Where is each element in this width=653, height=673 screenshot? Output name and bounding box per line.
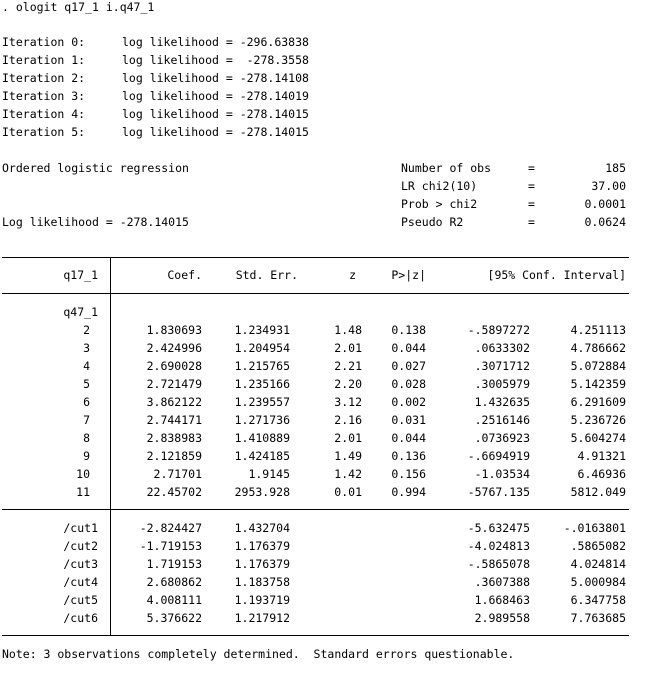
stat-equals: = [528,215,535,229]
iteration-label: Iteration 4: [2,107,86,121]
row-level: 11 [76,485,90,499]
cut-label: /cut3 [63,557,98,571]
row-coef: 1.830693 [146,323,202,337]
cut-ci-low: 1.668463 [474,593,530,607]
iteration-label: Iteration 3: [2,89,86,103]
stat-equals: = [528,179,535,193]
cut-label: /cut4 [63,575,98,589]
row-se: 1.204954 [234,341,290,355]
cut-label: /cut1 [63,521,98,535]
row-level: 2 [83,323,90,337]
stat-label: LR chi2(10) [401,179,478,193]
row-se: 1.9145 [248,467,290,481]
stat-label: Prob > chi2 [401,197,478,211]
row-p: 0.028 [391,377,426,391]
row-level: 3 [83,341,90,355]
row-ci-low: .0633302 [474,341,530,355]
row-p: 0.044 [391,341,426,355]
stat-label: Number of obs [401,161,492,175]
stat-value: 185 [605,161,626,175]
p-header: P>|z| [391,268,426,282]
iteration-label: Iteration 0: [2,35,86,49]
row-coef: 2.721479 [146,377,202,391]
cut-ci-low: 2.989558 [474,611,530,625]
ci-header: [95% Conf. Interval] [487,268,626,282]
cut-label: /cut5 [63,593,98,607]
cut-ci-low: -4.024813 [467,539,530,553]
iteration-value: log likelihood = -278.14108 [122,71,309,85]
row-z: 2.20 [334,377,362,391]
row-se: 1.410889 [234,431,290,445]
row-ci-low: -.5897272 [467,323,530,337]
row-p: 0.994 [391,485,426,499]
row-ci-high: 5.236726 [570,413,626,427]
row-coef: 2.744171 [146,413,202,427]
group-label: q47_1 [63,305,98,319]
iteration-label: Iteration 2: [2,71,86,85]
cut-ci-high: 7.763685 [570,611,626,625]
row-coef: 2.71701 [153,467,202,481]
stat-value: 0.0001 [584,197,626,211]
row-p: 0.156 [391,467,426,481]
table-bottom-rule [2,635,629,636]
se-header: Std. Err. [235,268,298,282]
cut-coef: 2.680862 [146,575,202,589]
coef-header: Coef. [167,268,202,282]
cut-se: 1.176379 [234,557,290,571]
row-level: 4 [83,359,90,373]
cut-ci-high: 5.000984 [570,575,626,589]
row-z: 3.12 [334,395,362,409]
row-ci-low: .3005979 [474,377,530,391]
row-ci-high: 5.072884 [570,359,626,373]
row-se: 1.424185 [234,449,290,463]
row-level: 7 [83,413,90,427]
row-p: 0.044 [391,431,426,445]
cut-ci-high: 4.024814 [570,557,626,571]
cut-ci-low: -.5865078 [467,557,530,571]
cut-ci-high: .5865082 [570,539,626,553]
cut-label: /cut2 [63,539,98,553]
cut-se: 1.183758 [234,575,290,589]
row-level: 5 [83,377,90,391]
row-p: 0.031 [391,413,426,427]
stat-equals: = [528,161,535,175]
row-se: 1.239557 [234,395,290,409]
row-level: 8 [83,431,90,445]
cut-coef: -2.824427 [139,521,202,535]
cut-se: 1.217912 [234,611,290,625]
row-se: 2953.928 [234,485,290,499]
row-ci-high: 6.291609 [570,395,626,409]
row-z: 2.21 [334,359,362,373]
row-ci-high: 5812.049 [570,485,626,499]
row-p: 0.136 [391,449,426,463]
cut-ci-high: 6.347758 [570,593,626,607]
row-se: 1.215765 [234,359,290,373]
row-ci-low: -.6694919 [467,449,530,463]
cut-coef: 5.376622 [146,611,202,625]
iteration-label: Iteration 5: [2,125,86,139]
cut-coef: -1.719153 [139,539,202,553]
footnote: Note: 3 observations completely determined. Standard errors questionable. [2,647,515,661]
cut-coef: 4.008111 [146,593,202,607]
z-header: z [349,268,356,282]
row-coef: 2.690028 [146,359,202,373]
row-z: 0.01 [334,485,362,499]
iteration-label: Iteration 1: [2,53,86,67]
row-z: 1.48 [334,323,362,337]
stat-value: 0.0624 [584,215,626,229]
row-coef: 22.45702 [146,485,202,499]
iteration-value: log likelihood = -278.3558 [122,53,309,67]
stat-equals: = [528,197,535,211]
row-ci-low: .2516146 [474,413,530,427]
iteration-value: log likelihood = -278.14015 [122,125,309,139]
cut-se: 1.193719 [234,593,290,607]
cut-se: 1.176379 [234,539,290,553]
row-ci-high: 4.91321 [577,449,626,463]
row-ci-high: 5.142359 [570,377,626,391]
row-se: 1.234931 [234,323,290,337]
cut-ci-high: -.0163801 [563,521,626,535]
row-ci-high: 5.604274 [570,431,626,445]
cut-ci-low: -5.632475 [467,521,530,535]
cut-ci-low: .3607388 [474,575,530,589]
row-z: 2.01 [334,341,362,355]
row-z: 2.01 [334,431,362,445]
depvar-header: q17_1 [63,268,98,282]
log-likelihood: Log likelihood = -278.14015 [2,215,189,229]
row-ci-low: .3071712 [474,359,530,373]
cut-coef: 1.719153 [146,557,202,571]
row-z: 1.49 [334,449,362,463]
stat-label: Pseudo R2 [401,215,464,229]
row-se: 1.235166 [234,377,290,391]
row-coef: 2.121859 [146,449,202,463]
row-p: 0.027 [391,359,426,373]
iteration-value: log likelihood = -296.63838 [122,35,309,49]
iteration-value: log likelihood = -278.14019 [122,89,309,103]
row-ci-low: .0736923 [474,431,530,445]
command-line: . ologit q17_1 i.q47_1 [2,0,155,14]
row-z: 2.16 [334,413,362,427]
model-title: Ordered logistic regression [2,161,189,175]
table-header-rule [2,293,629,294]
row-ci-high: 6.46936 [577,467,626,481]
iteration-value: log likelihood = -278.14015 [122,107,309,121]
stat-value: 37.00 [591,179,626,193]
row-se: 1.271736 [234,413,290,427]
row-coef: 2.838983 [146,431,202,445]
row-coef: 2.424996 [146,341,202,355]
cut-label: /cut6 [63,611,98,625]
row-ci-high: 4.251113 [570,323,626,337]
row-ci-low: -1.03534 [474,467,530,481]
row-p: 0.002 [391,395,426,409]
row-level: 9 [83,449,90,463]
row-ci-high: 4.786662 [570,341,626,355]
row-level: 6 [83,395,90,409]
table-top-rule [2,257,629,258]
row-level: 10 [76,467,90,481]
cut-se: 1.432704 [234,521,290,535]
row-ci-low: 1.432635 [474,395,530,409]
row-coef: 3.862122 [146,395,202,409]
row-p: 0.138 [391,323,426,337]
table-cut-rule [2,509,629,510]
row-z: 1.42 [334,467,362,481]
row-ci-low: -5767.135 [467,485,530,499]
